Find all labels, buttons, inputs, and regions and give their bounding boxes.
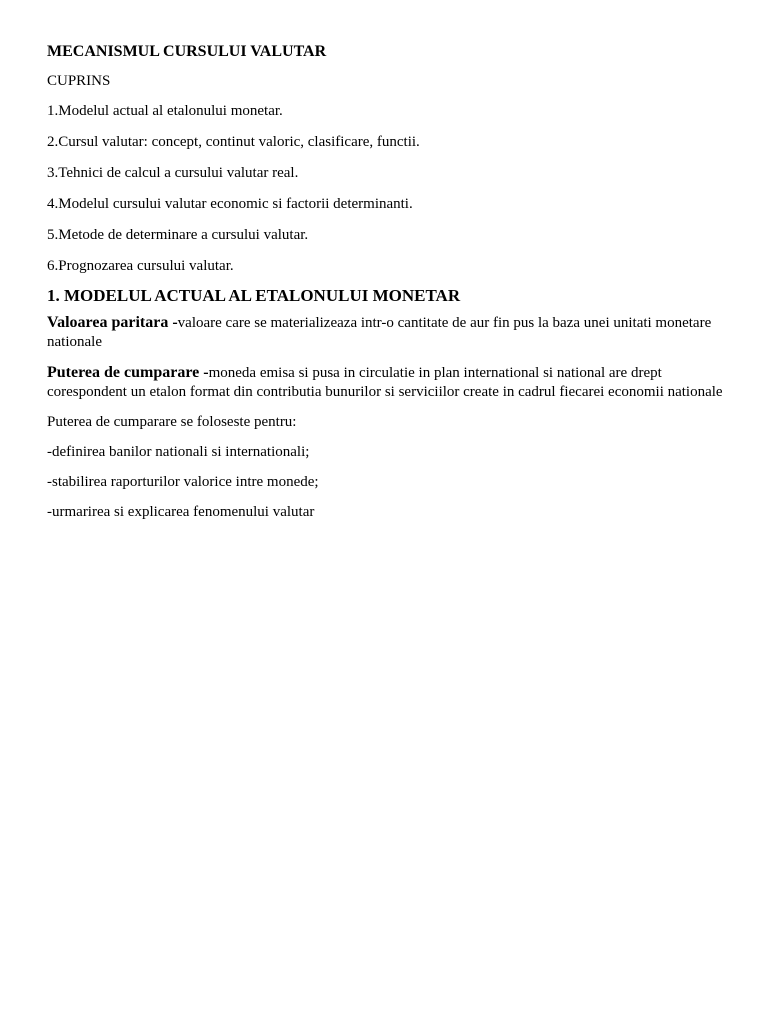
definition-paragraph (47, 363, 727, 402)
usage-item: -definirea banilor nationali si internationali; (47, 444, 310, 460)
toc-item: 4.Modelul cursului valutar economic si factorii determinanti. (47, 196, 413, 212)
toc-item: 2.Cursul valutar: concept, continut valoric, clasificare, functii. (47, 134, 420, 150)
section-heading: 1. MODELUL ACTUAL AL ETALONULUI MONETAR (47, 286, 461, 305)
usage-intro: Puterea de cumparare se foloseste pentru: (47, 414, 297, 430)
document-page (47, 42, 727, 533)
definition-paragraph (47, 313, 727, 352)
definition-term: Valoarea paritara - (47, 314, 178, 331)
toc-item: 1.Modelul actual al etalonului monetar. (47, 103, 283, 119)
definition-term: Puterea de cumparare - (47, 364, 209, 381)
document-title: MECANISMUL CURSULUI VALUTAR (47, 43, 327, 60)
usage-item: -stabilirea raporturilor valorice intre monede; (47, 474, 319, 490)
toc-item: 3.Tehnici de calcul a cursului valutar real. (47, 165, 299, 181)
toc-item: 5.Metode de determinare a cursului valutar. (47, 227, 309, 243)
definition-text: moneda emisa si pusa in circulatie in plan international si national are drept corespondent un etalon format din contributia bunurilor si serviciilor create in cadrul fiecarei economii nationale (47, 365, 723, 400)
toc-item: 6.Prognozarea cursului valutar. (47, 258, 234, 274)
toc-heading: CUPRINS (47, 73, 111, 89)
usage-item: -urmarirea si explicarea fenomenului valutar (47, 504, 315, 520)
definition-text: valoare care se materializeaza intr-o cantitate de aur fin pus la baza unei unitati monetare nationale (47, 315, 712, 350)
